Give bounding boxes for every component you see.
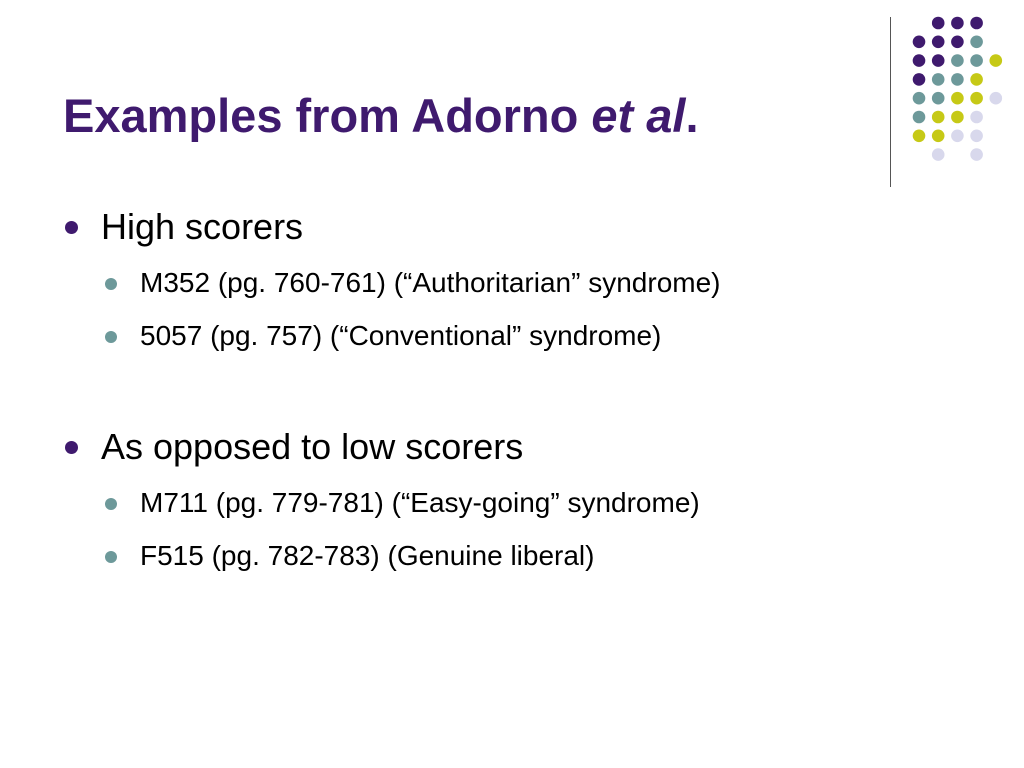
decorative-dot [990, 54, 1003, 67]
decorative-dot [913, 36, 926, 49]
decorative-dot [951, 54, 964, 67]
decorative-dot [951, 130, 964, 143]
decorative-dot [951, 111, 964, 124]
subbullet-5057 [140, 320, 661, 352]
decorative-dot [932, 148, 945, 161]
decorative-dot [932, 111, 945, 124]
decorative-dot [932, 92, 945, 105]
decorative-dot [990, 92, 1003, 105]
subbullet-label: M352 (pg. 760-761) (“Authoritarian” syndrome) [140, 267, 721, 298]
decorative-dot [932, 17, 945, 30]
decorative-dot [970, 54, 983, 67]
subbullet-m352 [140, 267, 720, 299]
subbullet-label: M711 (pg. 779-781) (“Easy-going” syndrome) [140, 487, 700, 518]
bullet-high-scorers [101, 206, 303, 247]
bullet-marker [65, 441, 78, 454]
subbullet-marker [105, 331, 117, 343]
decorative-dot [951, 92, 964, 105]
subbullet-marker [105, 551, 117, 563]
bullet-label: As opposed to low scorers [101, 426, 524, 467]
decorative-dot [913, 111, 926, 124]
decorative-dot [970, 148, 983, 161]
decorative-dot [932, 36, 945, 49]
decorative-dot [913, 73, 926, 86]
decorative-dot [932, 73, 945, 86]
subbullet-f515 [140, 540, 594, 572]
decorative-dot [951, 73, 964, 86]
decorative-dot [970, 73, 983, 86]
bullet-marker [65, 221, 78, 234]
decorative-dot [932, 130, 945, 143]
decorative-dot [970, 130, 983, 143]
decorative-dot [970, 36, 983, 49]
subbullet-marker [105, 278, 117, 290]
decorative-dot [913, 130, 926, 143]
subbullet-label: F515 (pg. 782-783) (Genuine liberal) [140, 540, 595, 571]
decorative-dot [970, 17, 983, 30]
decorative-dot [970, 92, 983, 105]
subbullet-m711 [140, 487, 700, 519]
decorative-dot [932, 54, 945, 67]
subbullet-marker [105, 498, 117, 510]
subbullet-label: 5057 (pg. 757) (“Conventional” syndrome) [140, 320, 662, 351]
decorative-dot [951, 36, 964, 49]
bullet-low-scorers [101, 426, 523, 467]
title-main: Examples from Adorno [63, 89, 592, 142]
decorative-dot-grid [0, 0, 1024, 200]
decorative-dot [913, 54, 926, 67]
decorative-dot [970, 111, 983, 124]
title-emphasis: et al [591, 89, 686, 142]
title-period: . [685, 89, 699, 142]
decorative-dot [913, 92, 926, 105]
bullet-label: High scorers [101, 206, 304, 247]
decorative-dot [951, 17, 964, 30]
